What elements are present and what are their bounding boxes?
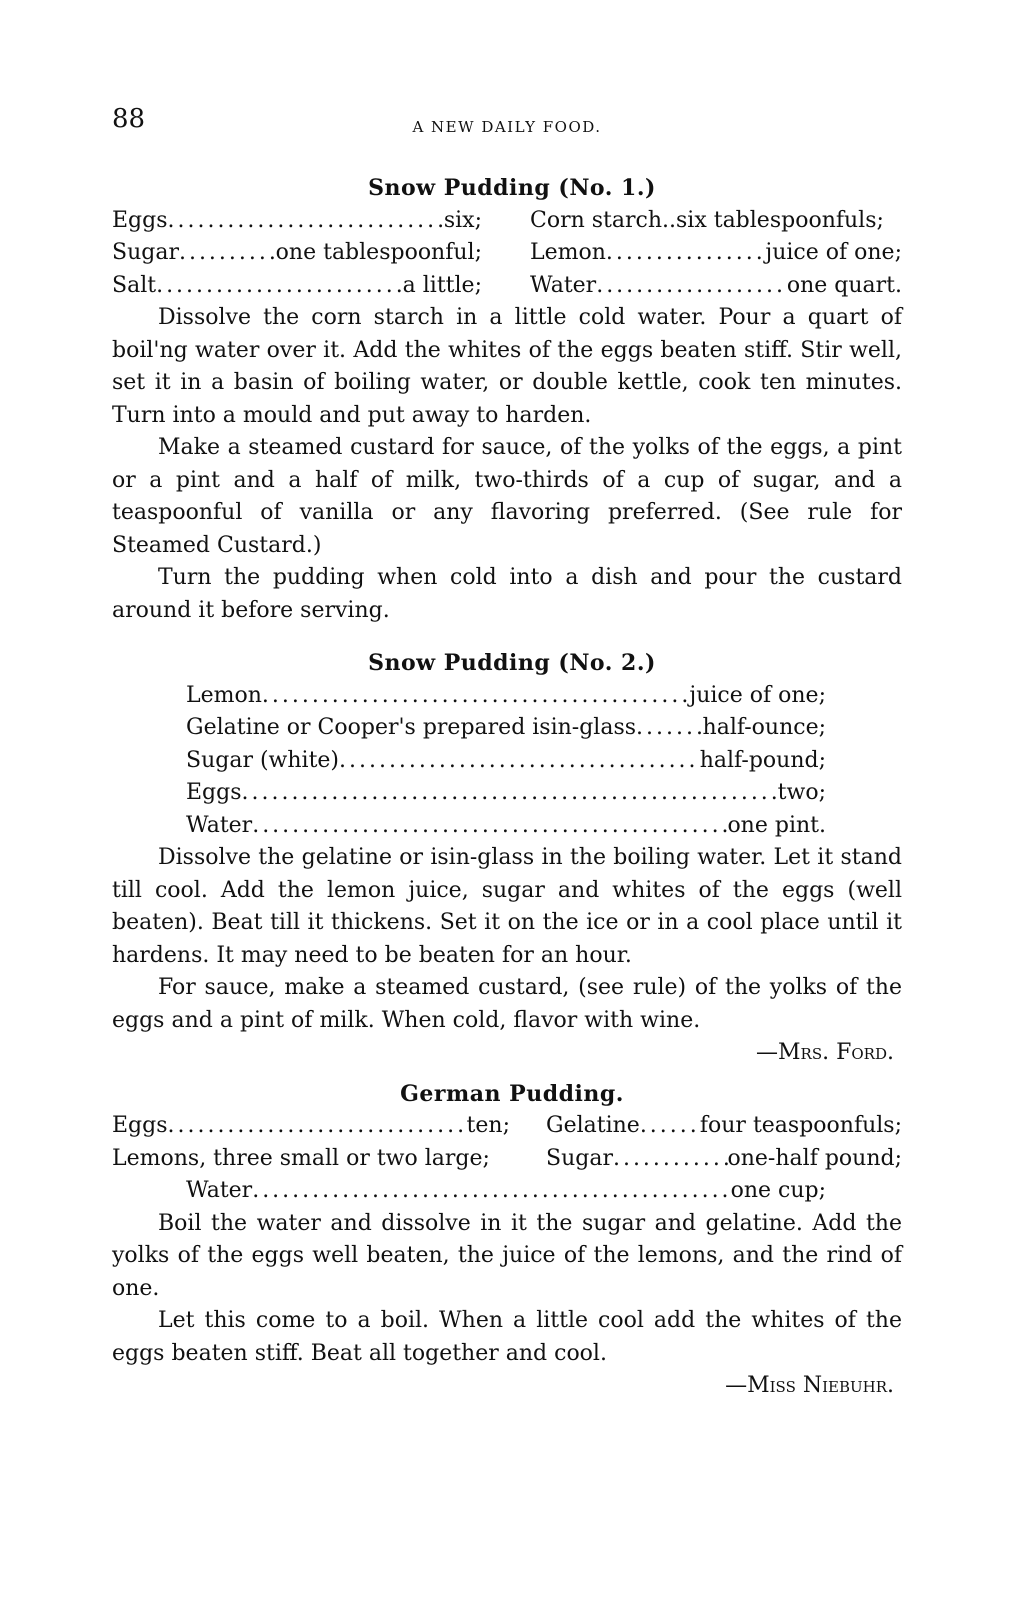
recipe-title: German Pudding. bbox=[400, 1080, 624, 1107]
ingredient-amount: juice of one; bbox=[765, 240, 902, 265]
ingredient-name: Water bbox=[186, 812, 253, 838]
ingredient-name: Water bbox=[186, 1178, 253, 1203]
attribution: —Mrs. Ford. bbox=[756, 1040, 894, 1065]
running-title: A NEW DAILY FOOD. bbox=[412, 118, 602, 136]
ingredient bbox=[530, 237, 902, 270]
ingredient-name: Eggs bbox=[112, 1113, 168, 1138]
leader-dots bbox=[156, 270, 403, 303]
ingredient-name: Sugar (white) bbox=[186, 747, 340, 773]
leader-dots bbox=[168, 205, 444, 238]
leader-dots bbox=[242, 777, 778, 810]
ingredient-name: Sugar bbox=[546, 1145, 613, 1171]
ingredient bbox=[112, 1143, 510, 1176]
ingredient bbox=[112, 1110, 510, 1143]
ingredient-name: Salt bbox=[112, 272, 157, 298]
ingredient bbox=[546, 1110, 902, 1143]
recipe-title: Snow Pudding (No. 1.) bbox=[368, 175, 656, 201]
ingredient bbox=[112, 270, 482, 303]
ingredient bbox=[186, 680, 826, 713]
recipe-paragraph: Make a steamed custard for sauce, of the yolks of the eggs, a pint or a pint and a half of milk, two-thirds of a cup of sugar, and a teaspoonful of vanilla or any flavoring preferred. (See rule for Steamed Custard.) bbox=[112, 435, 902, 558]
ingredient bbox=[186, 777, 826, 810]
ingredient bbox=[186, 712, 826, 745]
ingredient-amount: one pint. bbox=[727, 812, 826, 838]
page-number: 88 bbox=[112, 104, 146, 134]
ingredient-amount: six; bbox=[443, 207, 482, 233]
ingredient bbox=[112, 237, 482, 270]
ingredient-name: Eggs bbox=[112, 207, 168, 233]
leader-dots bbox=[262, 680, 690, 713]
ingredient-row bbox=[112, 237, 902, 270]
attribution: —Miss Niebuhr. bbox=[725, 1373, 894, 1398]
ingredient-name: Lemon bbox=[186, 682, 262, 708]
leader-dots bbox=[606, 237, 766, 270]
ingredient-name: Sugar bbox=[112, 240, 179, 265]
ingredient-name: Lemon bbox=[530, 240, 606, 265]
recipe-paragraph: Turn the pudding when cold into a dish and pour the custard around it before serving. bbox=[112, 565, 902, 623]
ingredient-amount: one quart. bbox=[786, 272, 902, 298]
ingredient bbox=[186, 745, 826, 778]
recipe-paragraph: For sauce, make a steamed custard, (see rule) of the yolks of the eggs and a pint of milk. When cold, flavor with wine. bbox=[112, 975, 902, 1033]
ingredient bbox=[112, 205, 482, 238]
ingredient bbox=[186, 1175, 826, 1208]
page-header bbox=[112, 104, 902, 144]
recipe-paragraph: Boil the water and dissolve in it the sugar and gelatine. Add the yolks of the eggs well beaten, the juice of the lemons, and the rind of one. bbox=[112, 1210, 902, 1301]
leader-dots bbox=[640, 1110, 700, 1143]
ingredient-amount: one cup; bbox=[730, 1178, 826, 1203]
recipe-paragraph: Let this come to a boil. When a little cool add the whites of the eggs beaten stiff. Beat all together and cool. bbox=[112, 1308, 902, 1366]
ingredient-row bbox=[112, 270, 902, 303]
leader-dots bbox=[168, 1110, 467, 1143]
ingredient-text: Lemons, three small or two large; bbox=[112, 1145, 490, 1171]
leader-dots bbox=[596, 270, 787, 303]
recipe-paragraph: Dissolve the corn starch in a little cold water. Pour a quart of boil'ng water over it. Add the whites of the eggs beaten stiff. Stir well, set it in a basin of boiling water, or double kettle, cook ten minutes. Turn into a mould and put away to harden. bbox=[112, 305, 902, 428]
page-content bbox=[112, 172, 902, 1403]
ingredient bbox=[530, 270, 902, 303]
ingredient bbox=[186, 810, 826, 843]
ingredient-name: Gelatine bbox=[546, 1113, 640, 1138]
leader-dots bbox=[179, 237, 276, 270]
ingredient-amount: juice of one; bbox=[689, 682, 826, 708]
ingredient-amount: one tablespoonful; bbox=[275, 240, 482, 265]
ingredient-row bbox=[112, 205, 902, 238]
leader-dots bbox=[252, 1175, 730, 1208]
ingredient-name: Gelatine or Cooper's prepared isin-glass bbox=[186, 715, 637, 740]
ingredient-amount: one-half pound; bbox=[727, 1145, 902, 1171]
ingredient-amount: ten; bbox=[466, 1113, 510, 1138]
ingredient-amount: half-pound; bbox=[699, 747, 826, 773]
ingredient-name: Corn starch bbox=[530, 207, 663, 233]
ingredient-name: Eggs bbox=[186, 780, 242, 805]
ingredient-row bbox=[112, 1110, 902, 1143]
recipe-title: Snow Pudding (No. 2.) bbox=[368, 650, 656, 676]
ingredient-amount: a little; bbox=[402, 272, 482, 298]
ingredient-amount: four teaspoonfuls; bbox=[699, 1113, 902, 1138]
ingredient-amount: two; bbox=[777, 780, 826, 805]
leader-dots bbox=[636, 712, 703, 745]
leader-dots bbox=[339, 745, 700, 778]
ingredient bbox=[546, 1143, 902, 1176]
ingredient bbox=[530, 205, 902, 238]
ingredient-row bbox=[112, 1143, 902, 1176]
ingredient-amount: ..six tablespoonfuls; bbox=[662, 207, 884, 233]
ingredient-name: Water bbox=[530, 272, 597, 298]
leader-dots bbox=[252, 810, 727, 843]
leader-dots bbox=[613, 1143, 728, 1176]
ingredient-amount: half-ounce; bbox=[702, 715, 826, 740]
recipe-paragraph: Dissolve the gelatine or isin-glass in the boiling water. Let it stand till cool. Add the lemon juice, sugar and whites of the eggs (well beaten). Beat till it thickens. Set it on the ice or in a cool place until it hardens. It may need to be beaten for an hour. bbox=[112, 845, 902, 968]
